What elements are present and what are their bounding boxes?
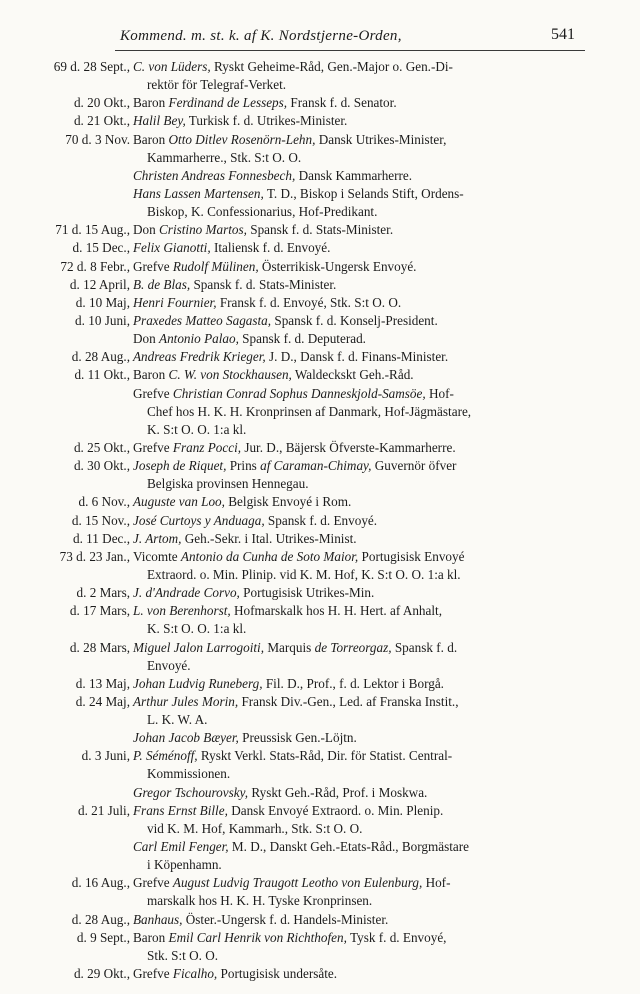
entry-line [0,729,640,747]
entry-text [133,802,443,820]
person-name: Felix Gianotti, [133,240,211,256]
person-name: Miguel Jalon Larrogoiti, [133,639,265,655]
entry-date: d. 10 Maj, [75,294,130,310]
person-name: J. Artom, [133,530,182,546]
running-title: Kommend. m. st. k. af K. Nordstjerne-Orden, [120,28,402,44]
entry-text [133,911,388,929]
entry-text-segment: Hof- [425,385,454,401]
entry-date: d. 6 Nov., [78,494,130,510]
person-name: Rudolf Mülinen, [172,258,259,274]
entry-text-segment: Waldeckskt Geh.-Råd. [291,367,414,383]
entry-text-segment: Belgisk Envoyé i Rom. [224,494,352,510]
entry-text [133,747,452,765]
entry-text [133,294,401,312]
entry-line [0,620,640,638]
entry-text [147,475,309,493]
entry-date: d. 24 Maj, [75,693,130,709]
entry-date: d. 11 Okt., [74,367,130,383]
entry-line [0,711,640,729]
entry-text-segment: Italiensk f. d. Envoyé. [210,240,331,256]
person-name: Ficalho, [172,966,218,982]
entry-line [0,112,640,130]
entry-text [133,312,438,330]
entry-line [0,276,640,294]
entry-text-segment: Marquis [264,639,315,655]
entry-line [0,584,640,602]
entry-line [0,330,640,348]
entry-line [0,385,640,403]
entry-line [0,439,640,457]
entry-text [133,366,414,384]
entry-date: d. 17 Mars, [69,603,130,619]
entry-line [0,493,640,511]
entry-line [0,566,640,584]
entry-line [0,512,640,530]
entry-date: d. 9 Sept., [76,929,130,945]
entry-text-segment: L. K. W. A. [147,712,208,728]
entry-line [0,76,640,94]
entry-line [0,693,640,711]
person-name: Arthur Jules Morin, [133,693,239,709]
entry-line [0,639,640,657]
entry-date: d. 25 Okt., [73,439,130,455]
entry-text-segment: Fransk Div.-Gen., Led. af Franska Instit., [238,693,459,709]
entry-line [0,892,640,910]
entry-line [0,366,640,384]
entry-text [133,439,456,457]
entry-text [133,493,351,511]
entry-list [0,58,640,983]
entry-line [0,929,640,947]
entry-text-segment: M. D., Danskt Geh.-Etats-Råd., Borgmästare [228,839,469,855]
entry-text-segment: Fil. D., Prof., f. d. Lektor i Borgå. [262,675,444,691]
entry-text [133,94,397,112]
entry-line [0,131,640,149]
entry-text [133,221,393,239]
entry-line [0,221,640,239]
entry-line [0,657,640,675]
entry-text-segment: Portugisisk undersåte. [217,966,338,982]
entry-line [0,258,640,276]
entry-line [0,239,640,257]
entry-date: d. 3 Juni, [81,748,130,764]
entry-text-segment: Spansk f. d. Konselj-President. [271,312,438,328]
entry-text-segment: Grefve [133,966,173,982]
entry-text [147,566,461,584]
entry-text-segment: Kammarherre., Stk. S:t O. O. [147,149,302,165]
entry-text-segment: Turkisk f. d. Utrikes-Minister. [185,113,348,129]
person-name: Frans Ernst Bille, [133,802,228,818]
entry-text-segment: Tysk f. d. Envoyé, [346,929,447,945]
entry-text-segment: Portugisisk Envoyé [358,548,465,564]
entry-text-segment: Guvernör öfver [371,458,457,474]
entry-text [133,58,453,76]
entry-text [147,657,191,675]
entry-text [133,239,330,257]
person-name: Gregor Tschourovsky, [133,784,249,800]
page-number: 541 [551,26,575,43]
person-name: Joseph de Riquet, [133,458,227,474]
entry-line [0,947,640,965]
entry-text-segment: J. D., Dansk f. d. Finans-Minister. [265,349,449,365]
entry-text-segment: vid K. M. Hof, Kammarh., Stk. S:t O. O. [147,820,363,836]
entry-text-segment: Ryskt Verkl. Stats-Råd, Dir. för Statist. Central- [197,748,453,764]
entry-line [0,203,640,221]
person-name: Otto Ditlev Rosenörn-Lehn, [168,131,316,147]
entry-text [133,548,464,566]
entry-line [0,820,640,838]
person-name: Andreas Fredrik Krieger, [133,349,266,365]
entry-date: d. 21 Okt., [73,113,130,129]
entry-text [133,258,416,276]
entry-text-segment: Biskop, K. Confessionarius, Hof-Predikant. [147,204,378,220]
entry-line [0,403,640,421]
entry-text-segment: Spansk f. d. Stats-Minister. [246,222,394,238]
entry-text-segment: Spansk f. d. Deputerad. [238,331,366,347]
entry-line [0,185,640,203]
entry-date: 71 d. 15 Aug., [55,222,130,238]
entry-text [133,348,448,366]
entry-text-segment: Preussisk Gen.-Löjtn. [238,730,357,746]
entry-line [0,94,640,112]
person-name: Banhaus, [133,911,183,927]
entry-text [147,421,246,439]
entry-text-segment: Hofmarskalk hos H. H. Hert. af Anhalt, [230,603,443,619]
entry-date: d. 21 Juli, [77,802,130,818]
person-name: de Torreorgaz, [314,639,392,655]
entry-text-segment: Fransk f. d. Envoyé, Stk. S:t O. O. [216,294,402,310]
entry-text-segment: Portugisisk Utrikes-Min. [239,585,375,601]
person-name: Henri Fournier, [133,294,217,310]
entry-line [0,312,640,330]
entry-date: d. 28 Aug., [71,349,130,365]
entry-text [133,602,442,620]
entry-line [0,58,640,76]
entry-line [0,747,640,765]
entry-text-segment: Kommissionen. [147,766,231,782]
entry-date: 73 d. 23 Jan., [59,548,130,564]
entry-text-segment: Grefve [133,385,173,401]
entry-text-segment: Spansk f. d. Envoyé. [264,512,378,528]
entry-text [133,112,347,130]
person-name: C. von Lüders, [133,59,211,74]
entry-line [0,294,640,312]
entry-text-segment: Extraord. o. Min. Plinip. vid K. M. Hof, K. S:t O. O. 1:a kl. [147,566,461,582]
entry-date: d. 2 Mars, [76,585,130,601]
entry-line [0,765,640,783]
entry-text [147,820,362,838]
entry-text-segment: Grefve [133,258,173,274]
person-name: Cristino Martos, [159,222,247,238]
person-name: Emil Carl Henrik von Richthofen, [168,929,347,945]
entry-date: d. 29 Okt., [73,966,130,982]
person-name: L. von Berenhorst, [133,603,231,619]
person-name: Praxedes Matteo Sagasta, [133,312,272,328]
entry-date: d. 15 Dec., [72,240,130,256]
entry-text-segment: Ryskt Geh.-Råd, Prof. i Moskwa. [248,784,428,800]
person-name: Antonio da Cunha de Soto Maior, [180,548,359,564]
entry-text [133,838,469,856]
person-name: Johan Ludvig Runeberg, [133,675,263,691]
person-name: P. Séménoff, [133,748,198,764]
entry-line [0,838,640,856]
entry-text-segment: Prins [226,458,261,474]
person-name: Antonio Palao, [159,331,239,347]
entry-text [147,149,301,167]
entry-text [133,675,444,693]
entry-text-segment: marskalk hos H. K. H. Tyske Kronprinsen. [147,893,373,909]
entry-line [0,675,640,693]
entry-text-segment: Vicomte [133,548,181,564]
entry-date: d. 11 Dec., [72,530,130,546]
entry-text [133,530,357,548]
entry-line [0,874,640,892]
entry-text-segment: Österrikisk-Ungersk Envoyé. [258,258,417,274]
person-name: Ferdinand de Lesseps, [168,95,288,111]
entry-text-segment: Baron [133,929,169,945]
entry-text [147,947,218,965]
entry-text-segment: Belgiska provinsen Hennegau. [147,476,309,492]
entry-text-segment: Baron [133,95,169,111]
entry-text [133,385,454,403]
entry-line [0,457,640,475]
entry-text [133,874,450,892]
entry-text-segment: Chef hos H. K. H. Kronprinsen af Danmark, Hof-Jägmästare, [147,403,472,419]
entry-text [147,765,230,783]
entry-text-segment: Fransk f. d. Senator. [287,95,397,111]
entry-text-segment: Grefve [133,439,173,455]
entry-text-segment: Spansk f. d. Stats-Minister. [190,276,337,292]
entry-text [133,965,337,983]
entry-text [133,784,427,802]
entry-text-segment: i Köpenhamn. [147,857,222,873]
entry-text [133,185,464,203]
person-name: J. d'Andrade Corvo, [133,585,240,601]
person-name: Auguste van Loo, [133,494,225,510]
entry-text [133,457,456,475]
entry-text [133,693,459,711]
entry-text-segment: Jur. D., Bäjersk Öfverste-Kammarherre. [241,439,456,455]
entry-date: d. 16 Aug., [71,875,130,891]
entry-line [0,802,640,820]
entry-text-segment: T. D., Biskop i Selands Stift, Ordens- [263,185,464,201]
entry-text [133,330,366,348]
entry-text-segment: Don [133,222,160,238]
entry-date: d. 20 Okt., [73,95,130,111]
entry-text [133,639,457,657]
person-name: Christian Conrad Sophus Danneskjold-Samsöe, [172,385,426,401]
person-name: Carl Emil Fenger, [133,839,229,855]
entry-text [147,620,246,638]
entry-line [0,149,640,167]
entry-date: 70 d. 3 Nov. [65,131,130,147]
entry-date: d. 12 April, [69,276,130,292]
entry-date: 72 d. 8 Febr., [60,258,130,274]
entry-date: d. 28 Aug., [71,911,130,927]
person-name: C. W. von Stockhausen, [168,367,292,383]
entry-text [133,131,446,149]
entry-text [133,584,374,602]
entry-text [147,203,377,221]
entry-text-segment: Dansk Kammarherre. [295,167,413,183]
entry-text [133,276,336,294]
entry-text-segment: rektör för Telegraf-Verket. [147,77,287,93]
entry-text [133,729,357,747]
entry-text-segment: Don [133,331,160,347]
entry-text-segment: Grefve [133,875,173,891]
person-name: Halil Bey, [133,113,186,129]
entry-text-segment: Baron [133,131,169,147]
entry-text-segment: Öster.-Ungersk f. d. Handels-Minister. [182,911,389,927]
entry-text-segment: Spansk f. d. [391,639,458,655]
entry-text [147,711,207,729]
entry-date: d. 13 Maj, [75,675,130,691]
entry-line [0,911,640,929]
entry-text [133,512,377,530]
entry-text-segment: Stk. S:t O. O. [147,947,219,963]
entry-text [133,929,446,947]
entry-text-segment: Dansk Envoyé Extraord. o. Min. Plenip. [227,802,444,818]
entry-line [0,475,640,493]
person-name: August Ludvig Traugott Leotho von Eulenburg, [172,875,423,891]
entry-date: d. 28 Mars, [69,639,130,655]
entry-line [0,348,640,366]
entry-line [0,548,640,566]
entry-text [147,403,471,421]
person-name: B. de Blas, [133,276,191,292]
entry-line [0,965,640,983]
person-name: af Caraman-Chimay, [260,458,372,474]
entry-line [0,784,640,802]
entry-date: d. 30 Okt., [73,458,130,474]
entry-text-segment: Geh.-Sekr. i Ital. Utrikes-Minist. [181,530,357,546]
entry-text-segment: Baron [133,367,169,383]
entry-text [147,892,372,910]
entry-text-segment: Dansk Utrikes-Minister, [315,131,447,147]
entry-text [133,167,412,185]
entry-line [0,421,640,439]
entry-text-segment: Hof- [422,875,451,891]
entry-text-segment: Envoyé. [147,657,191,673]
entry-date: d. 10 Juni, [75,312,130,328]
entry-line [0,856,640,874]
entry-text [147,856,222,874]
entry-date: d. 15 Nov., [71,512,130,528]
entry-line [0,167,640,185]
entry-text-segment: K. S:t O. O. 1:a kl. [147,421,247,437]
entry-date: 69 d. 28 Sept., [53,59,130,74]
person-name: Hans Lassen Martensen, [133,185,264,201]
person-name: Christen Andreas Fonnesbech, [133,167,296,183]
person-name: Franz Pocci, [172,439,242,455]
entry-text [147,76,286,94]
person-name: José Curtoys y Anduaga, [133,512,265,528]
person-name: Johan Jacob Bæyer, [133,730,239,746]
entry-line [0,530,640,548]
entry-text-segment: K. S:t O. O. 1:a kl. [147,621,247,637]
entry-text-segment: Ryskt Geheime-Råd, Gen.-Major o. Gen.-Di- [210,59,453,74]
header-rule [115,50,585,51]
entry-line [0,602,640,620]
